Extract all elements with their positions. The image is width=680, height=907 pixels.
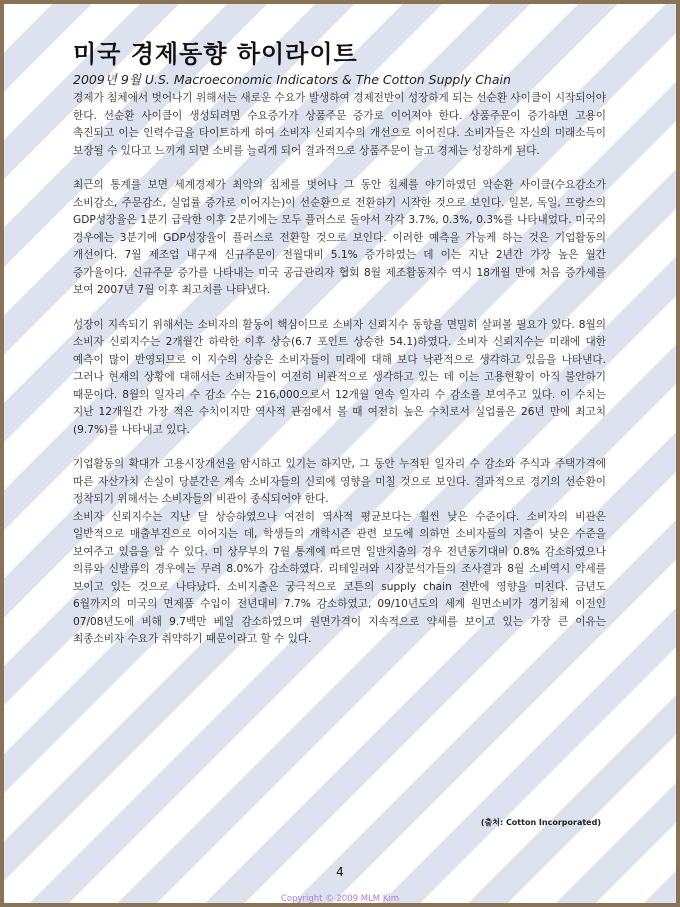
paragraph-4: 기업활동의 확대가 고용시장개선을 암시하고 있기는 하지만, 그 동안 누적된 일자리 수 감소와 주식과 주택가격에 따른 자산가치 손실이 당분간은 계속 소비자들의 신뢰에 영향을 미칠 것으로 보인다. 결과적으로 경기의 선순환이 정착되기 위해서는 소비자들의 비관이 종식되어야 한다.: [73, 458, 606, 505]
paragraph-2: 최근의 통계를 보면 세계경제가 최악의 침체를 벗어나 그 동안 침체를 야기하였던 악순환 사이클(수요감소가 소비감소, 주문감소, 실업률 증가로 이어지는)이 선순환으로 전환하기 시작한 것으로 보인다. 일본, 독일, 프랑스의 GDP성장율은 1분기 급락한 이후 2분기에는 모두 플러스로 돌아서 각각 3.7%, 0.3%, 0.3%를 나타내었다. 미국의 경우에는 3분기에 GDP성장율이 플러스로 전환할 것으로 보인다. 이러한 예측을 가능케 하는 것은 기업활동의 개선이다. 7월 제조업 내구재 신규주문이 전월대비 5.1% 증가하였는 데 이는 지난 2년간 가장 높은 월간 증가율이다. 신규주문 증가를 나타내는 미국 공급관리자 협회 8월 제조활동지수 역시 18개월 만에 처음 증가세를 보여 2007년 7월 이후 최고치를 나타냈다.: [73, 179, 606, 296]
page-title: 미국 경제동향 하이라이트: [73, 40, 358, 68]
document-body: [73, 40, 606, 649]
copyright-notice: Copyright © 2009 MLM Kim: [280, 894, 400, 904]
page-number: 4: [336, 865, 344, 879]
paragraph-spacer: [73, 160, 606, 177]
paragraph-1: 경제가 침체에서 벗어나기 위해서는 새로운 수요가 발생하여 경제전반이 성장하게 되는 선순환 사이클이 시작되어야 한다. 선순환 사이클이 생성되려면 수요증가가 상품주문 증가로 이어져야 한다. 상품주문이 증가하면 고용이 촉진되고 이는 인력수급을 타이트하게 하여 소비자 신뢰지수의 개선으로 이어진다. 소비자들은 자신의 미래소득이 보장될 수 있다고 느끼게 되면 소비를 늘리게 되어 결과적으로 상품주문이 늘고 경제는 성장하게 된다.: [73, 92, 606, 157]
paragraph-spacer: [73, 439, 606, 456]
page-subtitle: 2009년 9월 U.S. Macroeconomic Indicators & The Cotton Supply Chain: [73, 72, 511, 87]
paragraph-5: 소비자 신뢰지수는 지난 달 상승하였으나 여전히 역사적 평균보다는 훨씬 낮은 수준이다. 소비자의 비관은 일반적으로 매출부진으로 이어지는 데, 학생들의 개학시즌 관련 보도에 의하면 소비자들의 지출이 낮은 수준을 보여주고 있음을 알 수 있다. 미 상무부의 7월 통계에 따르면 일반지출의 경우 전년동기대비 0.8% 감소하였으나 의류와 신발류의 경우에는 무려 8.0%가 감소하였다. 리테일러와 시장분석가들의 조사결과 8월 소비역시 약세를 보이고 있는 것으로 나타났다. 소비지출은 궁극적으로 코튼의 supply chain 전반에 영향을 미친다. 금년도 6월까지의 미국의 면제품 수입이 전년대비 7.7% 감소하였고, 09/10년도의 세계 원면소비가 경기침체 이전인 07/08년도에 비해 9.7백만 베일 감소하였으며 원면가격이 지속적으로 약세를 보이고 있는 가장 큰 이유는 최종소비자 수요가 취약하기 때문이라고 할 수 있다.: [73, 510, 606, 645]
paragraph-3: 성장이 지속되기 위해서는 소비자의 활동이 핵심이므로 소비자 신뢰지수 동향을 면밀히 살펴볼 필요가 있다. 8월의 소비자 신뢰지수는 2개월간 하락한 이후 상승(6.7 포인트 상승한 54.1)하였다. 소비자 신뢰지수는 미래에 대한 예측이 많이 반영되므로 이 지수의 상승은 소비자들이 미래에 대해 보다 낙관적으로 생각하고 있음을 나타낸다. 그러나 현재의 상황에 대해서는 소비자들이 여전히 비관적으로 생각하고 있는 데 이는 고용현황이 아직 불안하기 때문이다. 8월의 일자리 수 감소 수는 216,000으로서 12개월 연속 일자리 수 감소를 보여주고 있다. 이 수치는 지난 12개월간 가장 적은 수치이지만 역사적 관점에서 볼 때 여전히 높은 수치로서 실업률은 26년 만에 최고치(9.7%)를 나타내고 있다.: [73, 318, 606, 436]
source-citation: (출처: Cotton Incorporated): [480, 818, 601, 827]
paragraph-spacer: [73, 300, 606, 317]
